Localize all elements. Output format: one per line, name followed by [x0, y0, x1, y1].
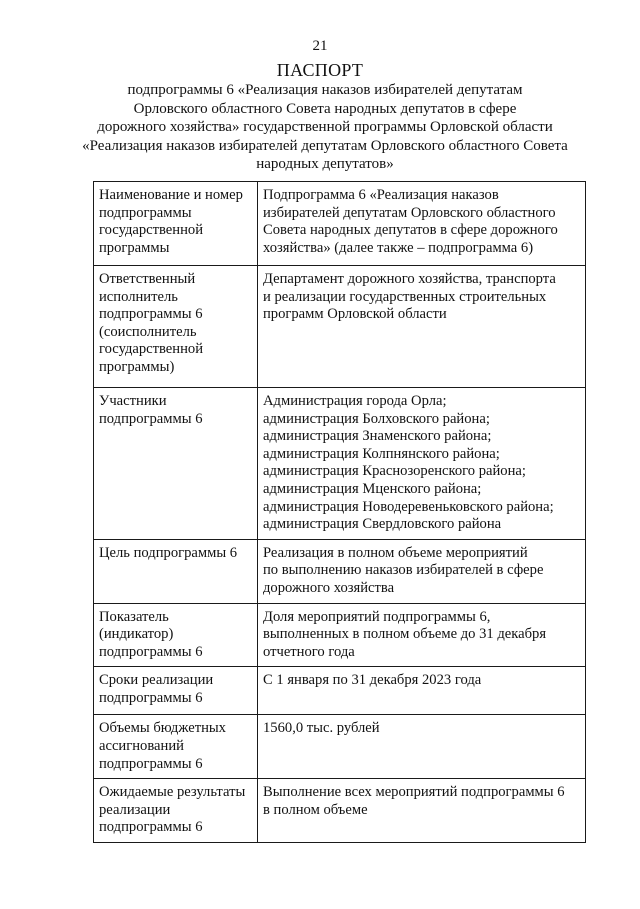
table-row	[94, 266, 586, 388]
row-value-line: Выполнение всех мероприятий подпрограммы 6	[263, 784, 565, 801]
row-label-line: Цель подпрограммы 6	[99, 544, 238, 561]
row-value-cell	[258, 539, 586, 603]
row-value-cell	[258, 266, 586, 388]
row-label-line: Сроки реализации	[99, 672, 214, 689]
row-value-line: Подпрограмма 6 «Реализация наказов	[263, 187, 499, 203]
row-value-cell	[258, 667, 586, 715]
row-label-line: подпрограммы 6	[99, 689, 203, 706]
row-label-line: Наименование и номер	[99, 187, 243, 203]
row-label-line: реализации	[99, 801, 171, 818]
row-label-cell	[94, 266, 258, 388]
subtitle-line: дорожного хозяйства» государственной программы Орловской области	[97, 119, 553, 135]
row-label-cell	[94, 667, 258, 715]
row-label-cell	[94, 539, 258, 603]
row-value-line: С 1 января по 31 декабря 2023 года	[263, 672, 482, 689]
document-title: ПАСПОРТ	[276, 60, 364, 80]
row-value-line: Реализация в полном объеме мероприятий	[263, 544, 528, 561]
row-label-line: программы	[99, 239, 170, 256]
row-value-line: в полном объеме	[263, 801, 368, 818]
row-label-line: Объемы бюджетных	[99, 720, 226, 737]
row-label-cell	[94, 182, 258, 266]
row-label-line: Участники	[99, 393, 167, 409]
row-value-line: администрация Свердловского района	[263, 516, 502, 533]
subtitle-line: народных депутатов»	[256, 156, 394, 172]
row-label-line: подпрограммы 6	[99, 643, 203, 660]
row-value-line: Совета народных депутатов в сфере дорожного	[263, 222, 558, 239]
row-label-line: Ожидаемые результаты	[99, 784, 246, 801]
row-value-cell	[258, 603, 586, 667]
row-value-line: выполненных в полном объеме до 31 декабря	[263, 626, 547, 643]
row-label-line: государственной	[99, 222, 204, 239]
row-value-line: отчетного года	[263, 643, 355, 660]
row-value-line: Доля мероприятий подпрограммы 6,	[263, 608, 491, 625]
row-value-line: администрация Знаменского района;	[263, 428, 492, 445]
table-row	[94, 715, 586, 779]
row-value-line: администрация Новодеревеньковского района;	[263, 498, 554, 515]
row-value-line: хозяйства» (далее также – подпрограмма 6)	[263, 239, 534, 256]
row-label-cell	[94, 388, 258, 540]
row-label-cell	[94, 715, 258, 779]
page-number: 21	[312, 38, 328, 54]
row-label-cell	[94, 779, 258, 843]
table-row	[94, 667, 586, 715]
row-label-line: (индикатор)	[99, 626, 174, 643]
row-label-line: (соисполнитель	[99, 323, 197, 340]
row-value-line: администрация Краснозоренского района;	[263, 463, 526, 480]
row-value-line: Администрация города Орла;	[263, 393, 447, 409]
table-row	[94, 779, 586, 843]
row-value-line: дорожного хозяйства	[263, 579, 395, 596]
row-value-cell	[258, 182, 586, 266]
row-value-line: 1560,0 тыс. рублей	[263, 720, 380, 737]
table-row	[94, 539, 586, 603]
document-subtitle	[70, 81, 580, 174]
table-row	[94, 603, 586, 667]
row-value-line: администрация Мценского района;	[263, 480, 482, 497]
row-label-line: подпрограммы 6	[99, 410, 203, 427]
row-value-line: администрация Болховского района;	[263, 410, 490, 427]
row-label-line: Показатель	[99, 608, 169, 625]
row-value-line: по выполнению наказов избирателей в сфере	[263, 562, 544, 579]
row-label-line: подпрограммы	[99, 204, 192, 221]
table-row	[94, 182, 586, 266]
row-label-cell	[94, 603, 258, 667]
row-value-line: Департамент дорожного хозяйства, транспорта	[263, 271, 556, 287]
row-label-line: Ответственный	[99, 271, 196, 287]
table-row	[94, 388, 586, 540]
row-label-line: подпрограммы 6	[99, 306, 203, 323]
row-value-line: программ Орловской области	[263, 306, 447, 323]
passport-table	[93, 181, 586, 843]
row-value-line: избирателей депутатам Орловского областного	[263, 204, 556, 221]
subtitle-line: «Реализация наказов избирателей депутатам Орловского областного Совета	[82, 137, 568, 154]
subtitle-line: Орловского областного Совета народных депутатов в сфере	[133, 100, 517, 117]
row-label-line: программы)	[99, 358, 175, 375]
row-value-cell	[258, 779, 586, 843]
row-value-cell	[258, 715, 586, 779]
passport-table-body	[94, 182, 586, 843]
row-value-line: и реализации государственных строительных	[263, 288, 547, 305]
row-label-line: ассигнований	[99, 737, 184, 754]
row-label-line: подпрограммы 6	[99, 755, 203, 772]
row-label-line: исполнитель	[99, 288, 178, 305]
row-label-line: государственной	[99, 341, 204, 358]
row-value-line: администрация Колпнянского района;	[263, 445, 500, 462]
row-label-line: подпрограммы 6	[99, 819, 203, 836]
subtitle-line: подпрограммы 6 «Реализация наказов избирателей депутатам	[127, 82, 523, 98]
row-value-cell	[258, 388, 586, 540]
